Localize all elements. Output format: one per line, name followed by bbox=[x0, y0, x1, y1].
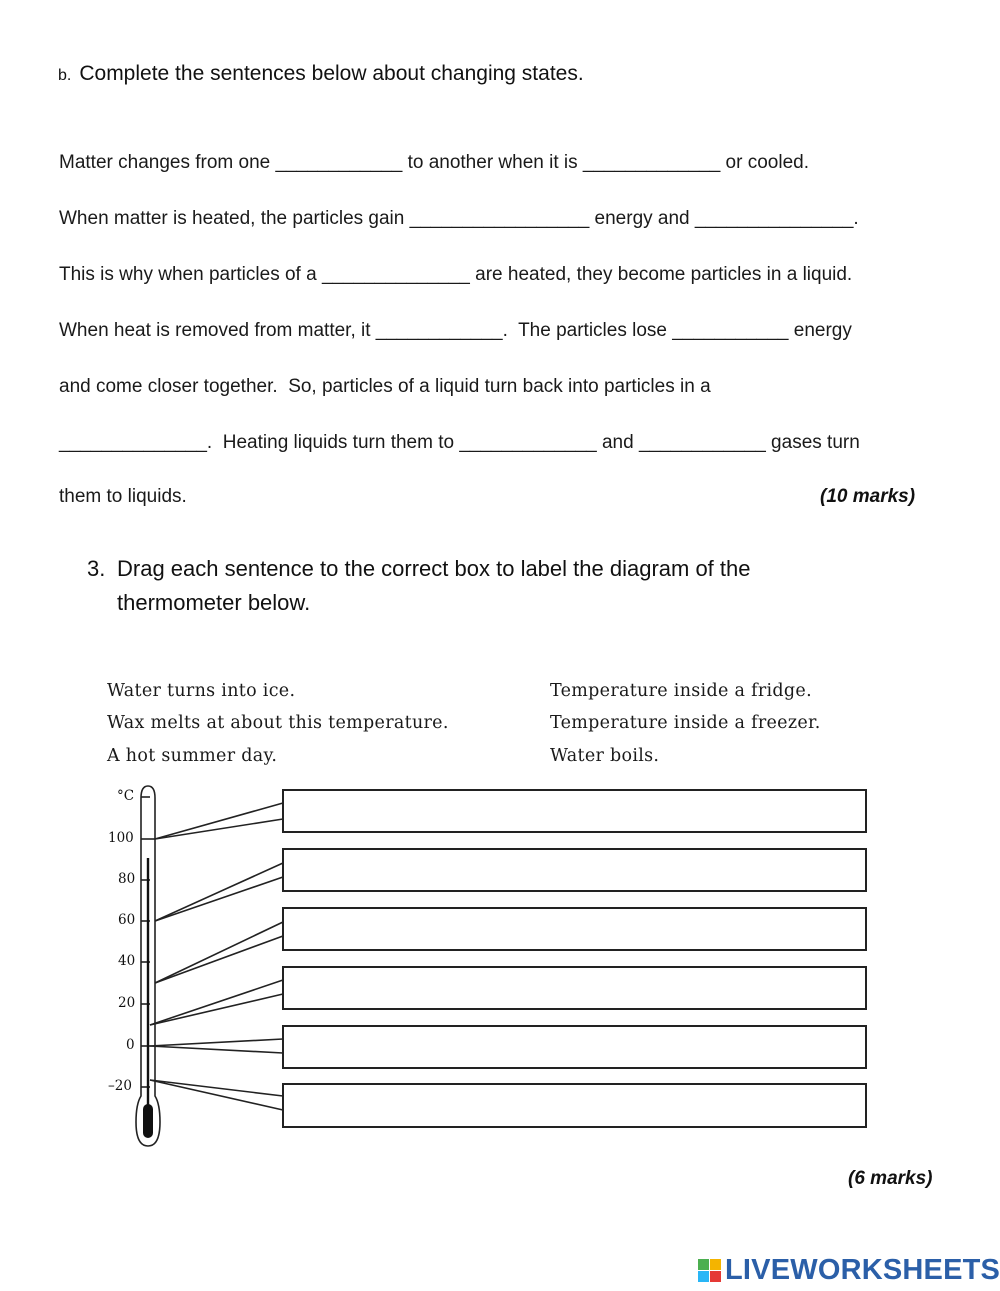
liveworksheets-logo[interactable] bbox=[698, 1254, 1000, 1287]
section-b-title: Complete the sentences below about changing states. bbox=[79, 62, 584, 85]
answer-drop-box[interactable] bbox=[282, 907, 867, 951]
drag-option[interactable]: Water boils. bbox=[550, 746, 660, 766]
drag-option[interactable]: Wax melts at about this temperature. bbox=[107, 713, 449, 733]
section-letter: b. bbox=[58, 67, 72, 84]
drag-option[interactable]: Temperature inside a fridge. bbox=[550, 681, 812, 701]
thermometer-bulb bbox=[143, 1104, 153, 1138]
drag-option[interactable]: Temperature inside a freezer. bbox=[550, 713, 821, 733]
tick-label: 40 bbox=[118, 953, 136, 969]
fill-sentence-line: and come closer together. So, particles of a liquid turn back into particles in a bbox=[59, 376, 711, 397]
tick-label: 80 bbox=[118, 871, 136, 887]
tick-label: –20 bbox=[108, 1078, 132, 1094]
drag-option[interactable]: A hot summer day. bbox=[107, 746, 278, 766]
fill-sentence-line: Matter changes from one ____________ to another when it is _____________ or cooled. bbox=[59, 152, 809, 173]
answer-drop-box[interactable] bbox=[282, 1083, 867, 1128]
fill-sentence-line: them to liquids. bbox=[59, 486, 187, 507]
question-3-text: Drag each sentence to the correct box to label the diagram of the thermometer below. bbox=[117, 556, 751, 615]
answer-drop-box[interactable] bbox=[282, 966, 867, 1010]
liveworksheets-logo-icon bbox=[698, 1259, 721, 1282]
tick-label: 0 bbox=[126, 1037, 135, 1053]
fill-sentence-line: When heat is removed from matter, it ____________. The particles lose ___________ energy bbox=[59, 320, 852, 341]
answer-drop-box[interactable] bbox=[282, 848, 867, 892]
question-number: 3. bbox=[87, 556, 106, 581]
unit-label: °C bbox=[117, 788, 135, 804]
logo-text: LIVEWORKSHEETS bbox=[725, 1254, 1000, 1286]
fill-sentence-line: ______________. Heating liquids turn them to _____________ and ____________ gases turn bbox=[59, 432, 860, 453]
tick-label: 60 bbox=[118, 912, 136, 928]
answer-drop-box[interactable] bbox=[282, 1025, 867, 1069]
marks-label: (6 marks) bbox=[848, 1168, 933, 1189]
answer-drop-box[interactable] bbox=[282, 789, 867, 833]
tick-label: 20 bbox=[118, 995, 136, 1011]
tick-label: 100 bbox=[108, 830, 134, 846]
marks-label: (10 marks) bbox=[820, 486, 916, 507]
fill-sentence-line: This is why when particles of a ______________ are heated, they become particles in a liquid. bbox=[59, 264, 853, 285]
fill-sentence-line: When matter is heated, the particles gain _________________ energy and _______________. bbox=[59, 208, 859, 229]
drag-option[interactable]: Water turns into ice. bbox=[107, 681, 296, 701]
